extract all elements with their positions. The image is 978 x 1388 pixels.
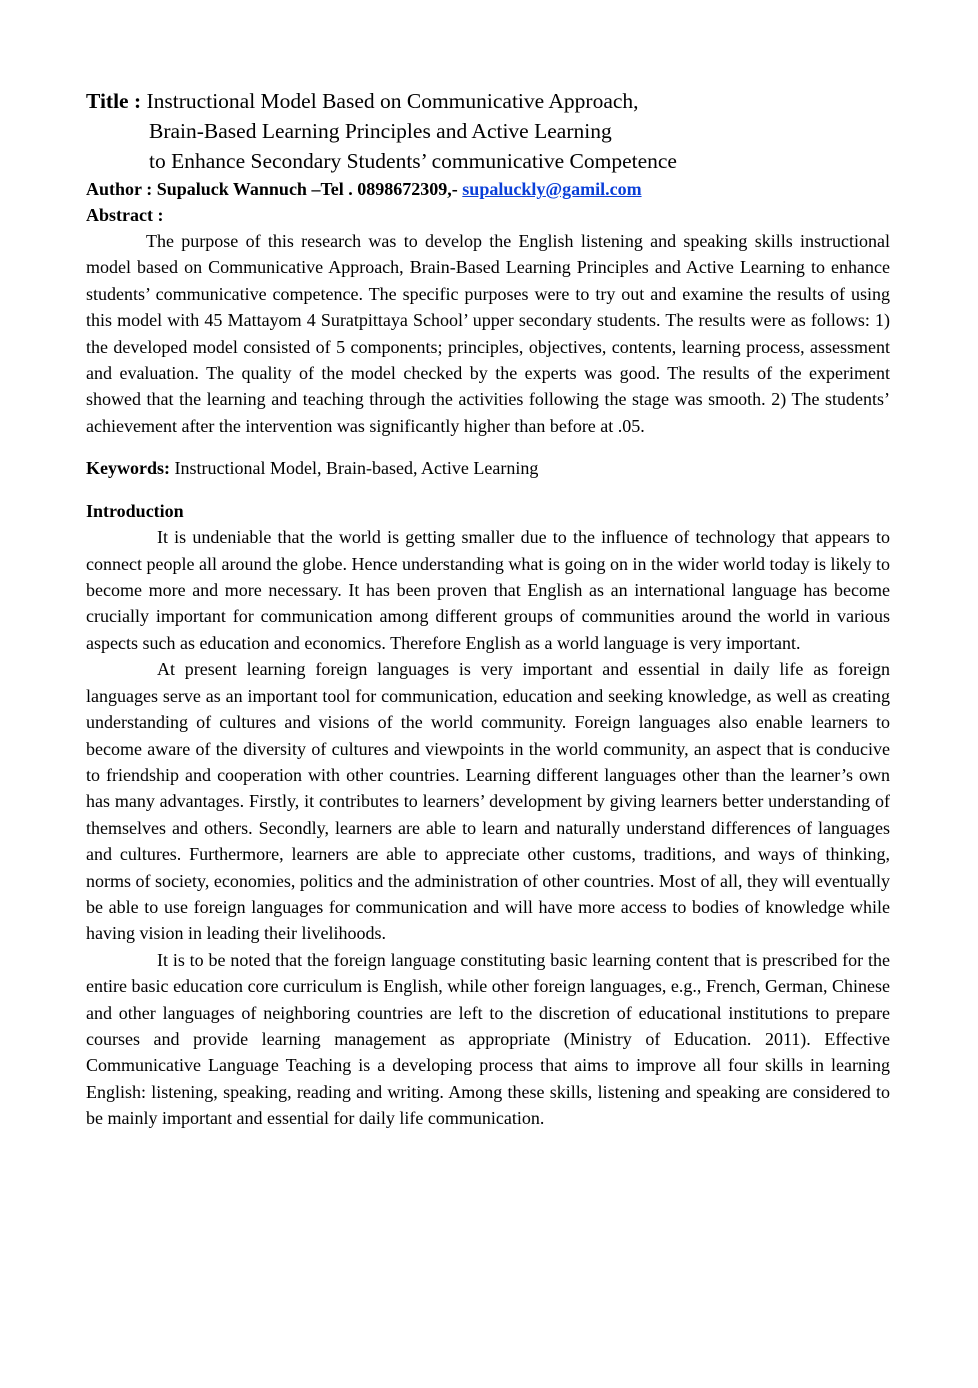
keywords-line	[86, 455, 890, 481]
author-details: Supaluck Wannuch –Tel . 0898672309,-	[156, 179, 458, 199]
paper-title	[86, 86, 890, 176]
title-line-2: Brain-Based Learning Principles and Active Learning	[149, 119, 612, 143]
keywords-text: Instructional Model, Brain-based, Active Learning	[174, 458, 539, 479]
title-line-1	[86, 86, 890, 116]
title-text-1: Instructional Model Based on Communicative Approach,	[146, 89, 639, 113]
author-email-link[interactable]: supaluckly@gamil.com	[462, 179, 642, 199]
title-line-3: to Enhance Secondary Students’ communicative Competence	[149, 149, 677, 173]
keywords-label: Keywords:	[86, 458, 170, 479]
abstract-body: The purpose of this research was to develop the English listening and speaking skills instructional model based on Communicative Approach, Brain-Based Learning Principles and Active Learning to enhance students’ communicative competence. The specific purposes were to try out and examine the results of using this model with 45 Mattayom 4 Suratpittaya School’ upper secondary students. The results were as follows: 1) the developed model consisted of 5 components; principles, objectives, contents, learning process, assessment and evaluation. The quality of the model checked by the experts was good. The results of the experiment showed that the learning and teaching through the activities following the stage was smooth. 2) The students’ achievement after the intervention was significantly higher than before at .05.	[86, 231, 890, 436]
author-line	[86, 176, 890, 202]
introduction-heading: Introduction	[86, 501, 184, 522]
abstract-heading: Abstract :	[86, 205, 164, 225]
title-label: Title :	[86, 89, 142, 113]
introduction-paragraph-1: It is undeniable that the world is getting smaller due to the influence of technology that appears to connect people all around the globe. Hence understanding what is going on in the wider world today is likely to become more and more necessary. It has been proven that English as an international language has become crucially important for communication among different groups of communities around the world in various aspects such as education and economics. Therefore English as a world language is very important.	[86, 527, 890, 653]
author-label: Author	[86, 179, 142, 199]
author-separator: :	[141, 179, 157, 199]
introduction-paragraph-3: It is to be noted that the foreign language constituting basic learning content that is prescribed for the entire basic education core curriculum is English, while other foreign languages, e.g., French, German, Chinese and other languages of neighboring countries are left to the discretion of educational institutions to prepare courses and provide learning management as appropriate (Ministry of Education. 2011). Effective Communicative Language Teaching is a developing process that aims to improve all four skills in learning English: listening, speaking, reading and writing. Among these skills, listening and speaking are considered to be mainly important and essential for daily life communication.	[86, 949, 890, 1129]
introduction-paragraph-2: At present learning foreign languages is very important and essential in daily life as foreign languages serve as an important tool for communication, education and seeking knowledge, as well as creating understanding of cultures and visions of the world community. Foreign languages also enable learners to become aware of the diversity of cultures and viewpoints in the world community, an aspect that is conducive to friendship and cooperation with other countries. Learning different languages other than the learner’s own has many advantages. Firstly, it contributes to learners’ development by giving learners better understanding of themselves and others. Secondly, learners are able to learn and naturally understand differences of languages and cultures. Furthermore, learners are able to appreciate other customs, traditions, and ways of thinking, norms of society, economies, politics and the administration of other countries. Most of all, they will eventually be able to use foreign languages for communication and will have more access to bodies of knowledge while having vision in leading their livelihoods.	[86, 659, 890, 944]
